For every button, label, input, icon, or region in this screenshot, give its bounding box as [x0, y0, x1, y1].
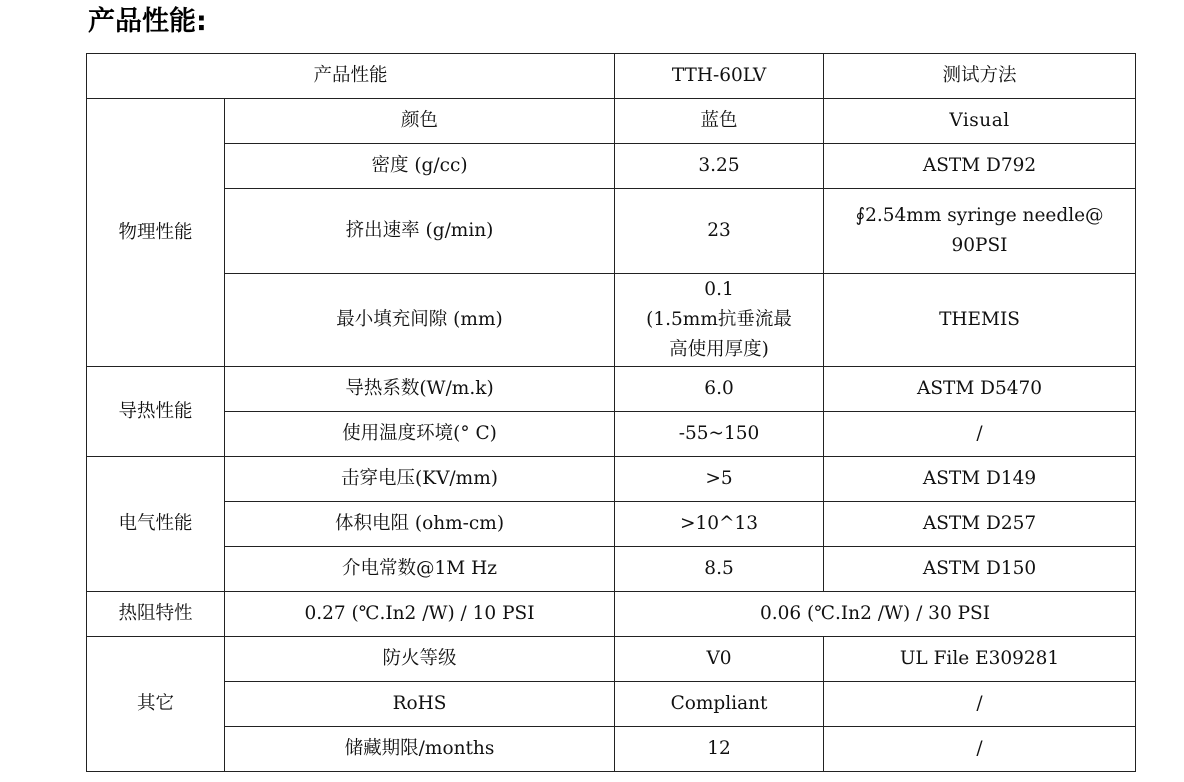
property-cell: 介电常数@1M Hz: [225, 547, 615, 592]
header-cell-product: TTH-60LV: [615, 54, 824, 99]
table-row: [87, 637, 1136, 682]
table-row: [87, 457, 1136, 502]
method-cell: ASTM D5470: [824, 367, 1136, 412]
property-cell: 防火等级: [225, 637, 615, 682]
table-row: [87, 274, 1136, 367]
method-cell: ASTM D257: [824, 502, 1136, 547]
method-cell: /: [824, 682, 1136, 727]
property-cell: 挤出速率 (g/min): [225, 189, 615, 274]
property-cell: 密度 (g/cc): [225, 144, 615, 189]
value-line: 高使用厚度): [669, 339, 769, 360]
page-heading: 产品性能:: [88, 6, 207, 37]
table-header-row: [87, 54, 1136, 99]
value-cell: 8.5: [615, 547, 824, 592]
table-row: [87, 189, 1136, 274]
method-cell: [824, 189, 1136, 274]
value-cell: 23: [615, 189, 824, 274]
table-row: [87, 144, 1136, 189]
header-cell-method: 测试方法: [824, 54, 1136, 99]
group-label-physical: 物理性能: [87, 99, 225, 367]
value-cell: 3.25: [615, 144, 824, 189]
method-cell: /: [824, 727, 1136, 772]
table-row: [87, 367, 1136, 412]
method-line: 90PSI: [951, 235, 1008, 256]
value-cell: >5: [615, 457, 824, 502]
property-cell: 导热系数(W/m.k): [225, 367, 615, 412]
property-cell: RoHS: [225, 682, 615, 727]
value-cell: >10^13: [615, 502, 824, 547]
value-cell: V0: [615, 637, 824, 682]
value-cell: 12: [615, 727, 824, 772]
value-line: 0.1: [704, 279, 734, 300]
property-cell: 体积电阻 (ohm-cm): [225, 502, 615, 547]
value-cell: -55~150: [615, 412, 824, 457]
value-cell-left: 0.27 (℃.In2 /W) / 10 PSI: [225, 592, 615, 637]
property-cell: 击穿电压(KV/mm): [225, 457, 615, 502]
value-cell-right: 0.06 (℃.In2 /W) / 30 PSI: [615, 592, 1136, 637]
group-label-electrical: 电气性能: [87, 457, 225, 592]
value-cell: [615, 274, 824, 367]
value-cell: Compliant: [615, 682, 824, 727]
table-row: [87, 682, 1136, 727]
product-performance-table: [86, 53, 1136, 772]
value-cell: 6.0: [615, 367, 824, 412]
property-cell: 最小填充间隙 (mm): [225, 274, 615, 367]
method-cell: ASTM D150: [824, 547, 1136, 592]
method-cell: THEMIS: [824, 274, 1136, 367]
method-cell: UL File E309281: [824, 637, 1136, 682]
table-row: [87, 547, 1136, 592]
method-line: ∮2.54mm syringe needle@: [855, 205, 1104, 226]
method-cell: Visual: [824, 99, 1136, 144]
property-cell: 颜色: [225, 99, 615, 144]
value-cell: 蓝色: [615, 99, 824, 144]
table-row: [87, 727, 1136, 772]
header-cell-property: 产品性能: [87, 54, 615, 99]
method-cell: ASTM D792: [824, 144, 1136, 189]
group-label-other: 其它: [87, 637, 225, 772]
property-cell: 储藏期限/months: [225, 727, 615, 772]
table-row: [87, 592, 1136, 637]
table-row: [87, 99, 1136, 144]
group-label-thermal: 导热性能: [87, 367, 225, 457]
group-label-resistance: 热阻特性: [87, 592, 225, 637]
value-line: (1.5mm抗垂流最: [646, 309, 792, 330]
table-row: [87, 502, 1136, 547]
method-cell: /: [824, 412, 1136, 457]
table-row: [87, 412, 1136, 457]
property-cell: 使用温度环境(° C): [225, 412, 615, 457]
method-cell: ASTM D149: [824, 457, 1136, 502]
